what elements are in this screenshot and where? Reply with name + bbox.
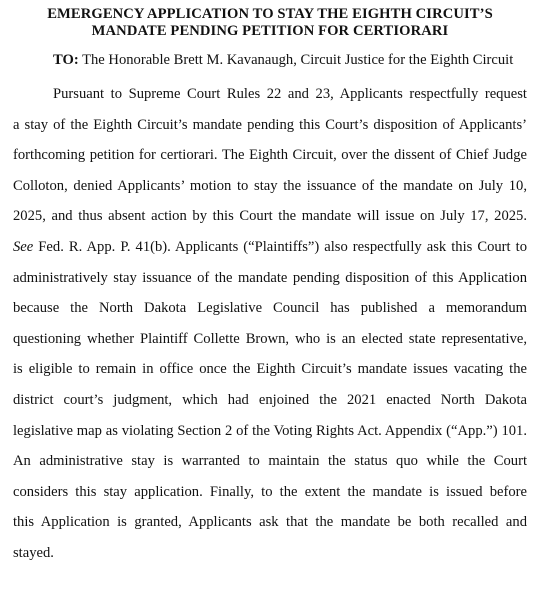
see-signal: See	[13, 238, 34, 255]
body-line: 2025, and thus absent action by this Court the mandate will issue on July 17, 2025.	[13, 208, 527, 225]
addressee-text: The Honorable Brett M. Kavanaugh, Circuit Justice for the Eighth Circuit	[78, 52, 514, 68]
addressee-line	[13, 52, 527, 69]
body-line: a stay of the Eighth Circuit’s mandate pending this Court’s disposition of Applicants’	[13, 116, 527, 133]
body-line: this Application is granted, Applicants ask that the mandate be both recalled and	[13, 514, 527, 531]
body-line-last: stayed.	[13, 544, 54, 561]
body-line: forthcoming petition for certiorari. The Eighth Circuit, over the dissent of Chief Judge	[13, 147, 527, 164]
body-line-citation	[13, 232, 527, 263]
body-line: is eligible to remain in office once the Eighth Circuit’s mandate issues vacating the	[13, 361, 527, 378]
body-line: Pursuant to Supreme Court Rules 22 and 23, Applicants respectfully request	[53, 86, 527, 102]
body-line: because the North Dakota Legislative Council has published a memorandum	[13, 300, 527, 317]
to-label: TO:	[53, 52, 79, 68]
body-line: An administrative stay is warranted to maintain the status quo while the Court	[13, 453, 527, 470]
citation-text: Fed. R. App. P. 41(b). Applicants (“Plaintiffs”) also respectfully ask this Court to	[33, 238, 527, 255]
title-line-1: EMERGENCY APPLICATION TO STAY THE EIGHTH CIRCUIT’S	[47, 6, 493, 22]
body-line: Colloton, denied Applicants’ motion to stay the issuance of the mandate on July 10,	[13, 177, 527, 194]
body-line: district court’s judgment, which had enjoined the 2021 enacted North Dakota	[13, 391, 527, 408]
body-line: questioning whether Plaintiff Collette Brown, who is an elected state representative,	[13, 330, 527, 347]
document-title	[13, 6, 527, 40]
body-line: legislative map as violating Section 2 of the Voting Rights Act. Appendix (“App.”) 101.	[13, 422, 527, 439]
body-line: considers this stay application. Finally, to the extent the mandate is issued before	[13, 483, 527, 500]
body-paragraph	[13, 79, 527, 569]
body-line: administratively stay issuance of the mandate pending disposition of this Application	[13, 269, 527, 286]
title-line-2: MANDATE PENDING PETITION FOR CERTIORARI	[91, 23, 449, 39]
